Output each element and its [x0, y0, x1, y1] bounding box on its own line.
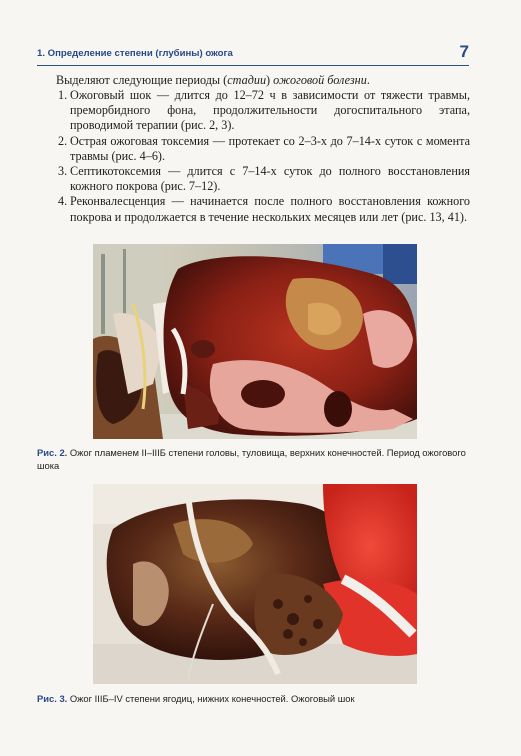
intro-prefix: Выделяют следующие периоды (: [56, 73, 228, 87]
figure-2-photo: [93, 244, 417, 439]
list-item-number: 4.: [58, 194, 68, 209]
list-item-number: 2.: [58, 133, 68, 148]
intro-suffix: .: [366, 73, 370, 87]
figure-3-image: [93, 484, 417, 684]
figure-2-image: [93, 244, 417, 439]
list-item-text: Реконвалесценция — начинается после полного восстановления кожного покрова и продолжается в течение нескольких месяцев или лет (рис. 13, 41).: [70, 194, 470, 224]
list-item: [58, 164, 470, 194]
page-number: 7: [459, 42, 469, 61]
intro-italic-2: ожоговой болезни: [273, 73, 367, 87]
chapter-title: 1. Определение степени (глубины) ожога: [37, 48, 233, 59]
list-item-text: Септикотоксемия — длится с 7–14-х суток до полного восстановления кожного покрова (рис. 7–12).: [70, 164, 470, 194]
figure-2-caption-text: Ожог пламенем II–IIIБ степени головы, туловища, верхних конечностей. Период ожогового шока: [37, 447, 466, 471]
intro-paragraph: [56, 73, 476, 88]
figure-2-caption: [37, 447, 467, 472]
figure-3-photo: [93, 484, 417, 684]
list-item-text: Острая ожоговая токсемия — протекает со 2–3-х до 7–14-х суток с момента травмы (рис. 4–6).: [70, 133, 470, 163]
list-item-number: 1.: [58, 88, 68, 102]
list-item: [58, 134, 470, 164]
intro-middle: ): [266, 73, 274, 87]
periods-list: [58, 88, 470, 225]
list-item-text: Ожоговый шок — длится до 12–72 ч в зависимости от тяжести травмы, преморбидного фона, продолжительности догоспитального этапа, проводимой терапии (рис. 2, 3).: [70, 88, 470, 133]
figure-2-label: Рис. 2.: [37, 447, 68, 458]
figure-3-label: Рис. 3.: [37, 693, 68, 704]
intro-italic: стадии: [227, 73, 267, 87]
running-head: [37, 44, 469, 66]
list-item: [58, 88, 470, 134]
figure-3-caption-text: Ожог IIIБ–IV степени ягодиц, нижних конечностей. Ожоговый шок: [67, 693, 355, 704]
list-item: [58, 194, 470, 224]
list-item-number: 3.: [58, 164, 68, 179]
figure-3-caption: [37, 693, 467, 706]
